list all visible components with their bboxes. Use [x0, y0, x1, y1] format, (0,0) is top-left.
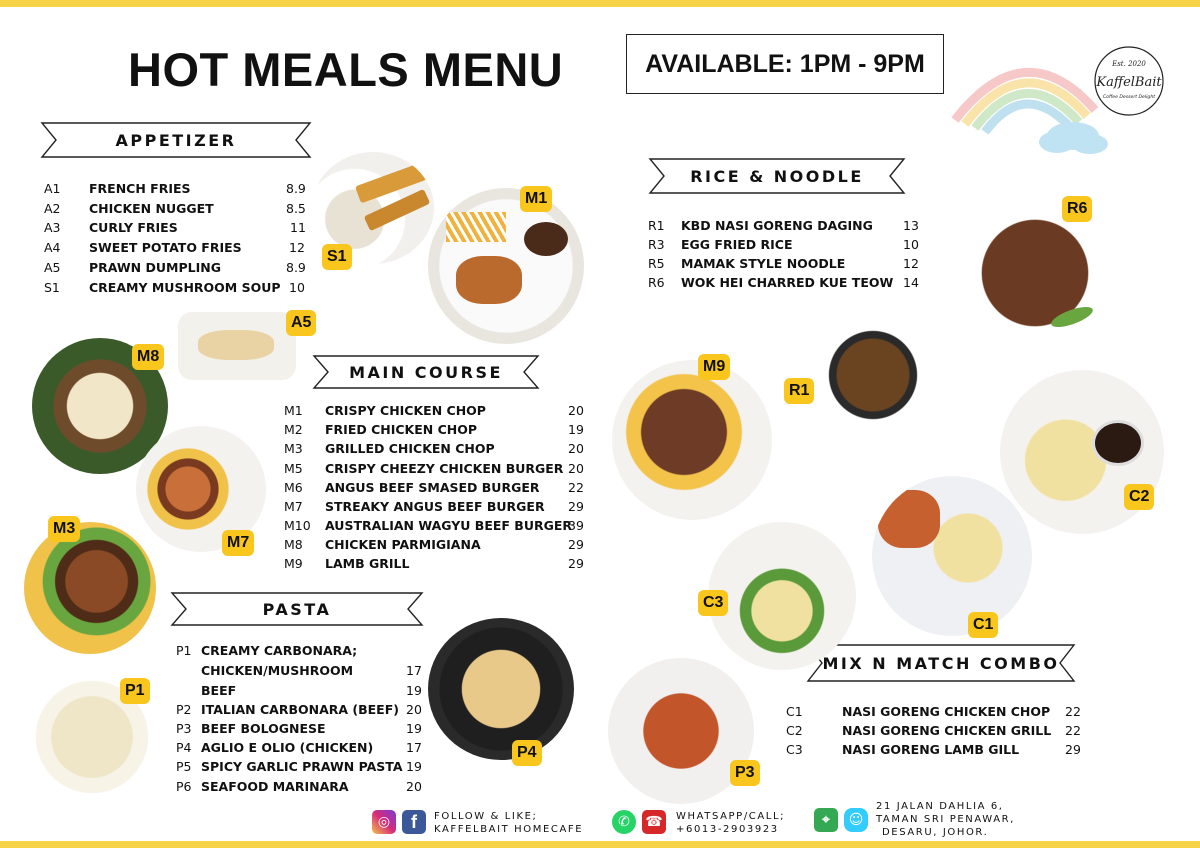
- address-line-1: 21 JALAN DAHLIA 6,: [876, 801, 1004, 812]
- address-line-2: TAMAN SRI PENAWAR,: [876, 814, 1015, 825]
- combo-heading: MIX N MATCH COMBO: [822, 653, 1060, 673]
- menu-item: P1 CREAMY CARBONARA;: [176, 643, 358, 658]
- menu-item: P6 SEAFOOD MARINARA 20: [176, 779, 422, 794]
- combo-list: [786, 704, 1086, 762]
- photo-tag: P1: [120, 678, 150, 704]
- menu-item: A3 CURLY FRIES 11: [44, 220, 306, 235]
- kaffelbait-logo: [1094, 46, 1164, 154]
- whatsapp-icon[interactable]: ✆: [612, 810, 636, 834]
- instagram-icon[interactable]: ◎: [372, 810, 396, 834]
- menu-item: A2 CHICKEN NUGGET 8.5: [44, 201, 306, 216]
- chicken-chop-combo-photo: [872, 476, 1032, 636]
- rice-noodle-ribbon: [648, 156, 906, 196]
- prawn-dumpling-photo: [178, 312, 296, 380]
- menu-item: M5 CRISPY CHEEZY CHICKEN BURGER 20: [284, 461, 584, 476]
- photo-tag: S1: [322, 244, 352, 270]
- social-line-1: FOLLOW & LIKE;: [434, 811, 538, 822]
- rice-noodle-heading: RICE & NOODLE: [690, 166, 864, 186]
- appetizer-heading: APPETIZER: [115, 130, 237, 150]
- photo-tag: P4: [512, 740, 542, 766]
- menu-item: C1 NASI GORENG CHICKEN CHOP 22: [786, 704, 1081, 719]
- menu-item: P5 SPICY GARLIC PRAWN PASTA 19: [176, 759, 422, 774]
- photo-tag: R6: [1062, 196, 1092, 222]
- menu-item: M9 LAMB GRILL 29: [284, 556, 584, 571]
- page-title: HOT MEALS MENU: [128, 43, 564, 96]
- menu-item: CHICKEN/MUSHROOM 17: [201, 663, 422, 678]
- svg-text:Est. 2020: Est. 2020: [1112, 60, 1146, 68]
- appetizer-list: [44, 181, 306, 301]
- facebook-icon[interactable]: f: [402, 810, 426, 834]
- aglio-olio-photo: [428, 618, 574, 760]
- menu-item: A5 PRAWN DUMPLING 8.9: [44, 260, 306, 275]
- contact-text: [676, 810, 785, 836]
- photo-tag: M3: [48, 516, 80, 542]
- menu-item: M7 STREAKY ANGUS BEEF BURGER 29: [284, 499, 584, 514]
- menu-item: R1 KBD NASI GORENG DAGING 13: [648, 218, 919, 233]
- address-line-3: DESARU, JOHOR.: [882, 827, 989, 838]
- photo-tag: C1: [968, 612, 998, 638]
- photo-tag: M1: [520, 186, 552, 212]
- photo-tag: C3: [698, 590, 728, 616]
- menu-item: R3 EGG FRIED RICE 10: [648, 237, 919, 252]
- address-text: [876, 800, 1015, 839]
- rainbow-decoration: [945, 40, 1115, 160]
- pasta-list: [176, 643, 426, 799]
- nasi-goreng-daging-photo: [796, 298, 950, 452]
- main-course-ribbon: [312, 353, 540, 391]
- menu-item: M6 ANGUS BEEF SMASED BURGER 22: [284, 480, 584, 495]
- photo-tag: M9: [698, 354, 730, 380]
- menu-item: P2 ITALIAN CARBONARA (BEEF) 20: [176, 702, 422, 717]
- menu-item: BEEF 19: [201, 683, 422, 698]
- social-text: [434, 810, 583, 836]
- main-course-list: [284, 403, 588, 575]
- contact-line-1: WHATSAPP/CALL;: [676, 811, 786, 822]
- rice-noodle-list: [648, 218, 918, 296]
- grilled-chicken-photo: [24, 522, 156, 654]
- bottom-yellow-band: [0, 841, 1200, 848]
- photo-tag: P3: [730, 760, 760, 786]
- phone-icon[interactable]: ☎: [642, 810, 666, 834]
- google-maps-icon[interactable]: ⌖: [814, 808, 838, 832]
- menu-item: M3 GRILLED CHICKEN CHOP 20: [284, 441, 584, 456]
- main-course-heading: MAIN COURSE: [349, 362, 503, 382]
- crispy-chicken-chop-photo: [428, 188, 584, 344]
- top-yellow-band: [0, 0, 1200, 7]
- pasta-ribbon: [170, 590, 424, 628]
- menu-item: M2 FRIED CHICKEN CHOP 19: [284, 422, 584, 437]
- svg-text:Coffee Dessert Delight: Coffee Dessert Delight: [1102, 95, 1156, 100]
- photo-tag: C2: [1124, 484, 1154, 510]
- waze-icon[interactable]: ☺: [844, 808, 868, 832]
- menu-item: A4 SWEET POTATO FRIES 12: [44, 240, 305, 255]
- menu-item: M10 AUSTRALIAN WAGYU BEEF BURGER 39: [284, 518, 584, 533]
- photo-tag: M7: [222, 530, 254, 556]
- menu-item: A1 FRENCH FRIES 8.9: [44, 181, 306, 196]
- lamb-combo-photo: [708, 522, 856, 670]
- lamb-grill-photo: [612, 360, 772, 520]
- photo-tag: A5: [286, 310, 316, 336]
- contact-line-2: +6013-2903923: [676, 824, 779, 835]
- menu-item: M8 CHICKEN PARMIGIANA 29: [284, 537, 584, 552]
- combo-ribbon: [806, 642, 1076, 684]
- photo-tag: R1: [784, 378, 814, 404]
- menu-item: P4 AGLIO E OLIO (CHICKEN) 17: [176, 740, 422, 755]
- menu-item: R6 WOK HEI CHARRED KUE TEOW 14: [648, 275, 919, 290]
- menu-item: P3 BEEF BOLOGNESE 19: [176, 721, 422, 736]
- menu-item: C3 NASI GORENG LAMB GILL 29: [786, 742, 1081, 757]
- social-line-2: KAFFELBAIT HOMECAFE: [434, 824, 584, 835]
- photo-tag: M8: [132, 344, 164, 370]
- appetizer-ribbon: [40, 120, 312, 160]
- svg-text:KaffelBait: KaffelBait: [1096, 75, 1162, 90]
- menu-item: C2 NASI GORENG CHICKEN GRILL 22: [786, 723, 1081, 738]
- availability-box: AVAILABLE: 1PM - 9PM: [626, 34, 944, 94]
- pasta-heading: PASTA: [262, 599, 332, 619]
- menu-item: M1 CRISPY CHICKEN CHOP 20: [284, 403, 584, 418]
- menu-item: R5 MAMAK STYLE NOODLE 12: [648, 256, 919, 271]
- menu-item: S1 CREAMY MUSHROOM SOUP 10: [44, 280, 305, 295]
